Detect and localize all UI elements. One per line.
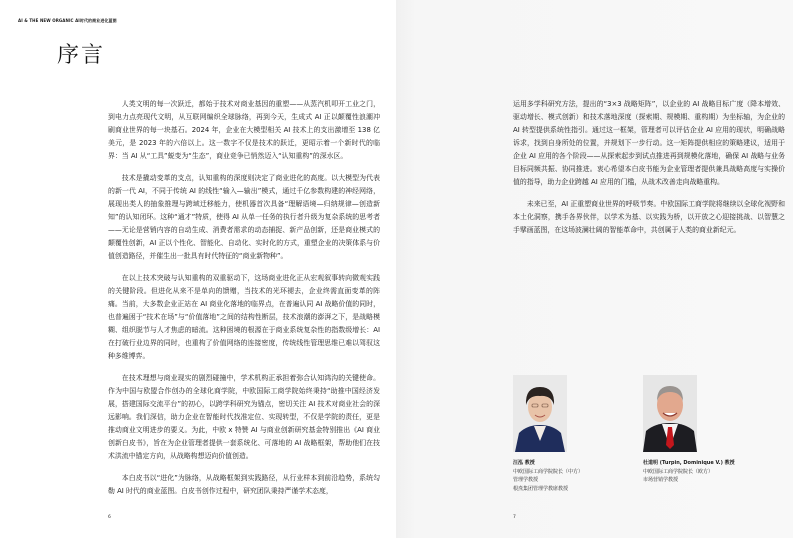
paragraph: 本白皮书以“进化”为脉络，从战略框架到实践路径，从行业样本到前沿趋势，系统勾勒 AI 时代的商业蓝图。白皮书创作过程中，研究团队秉持严谨学术态度，	[108, 474, 380, 495]
paragraph: 技术是撬动变革的支点，认知重构的深度则决定了商业进化的高度。以大模型为代表的新一代 AI，不同于传统 AI 的线性“输入—输出”模式，通过千亿参数构建的神经网络，展现出类人的抽象推理与跨域迁移能力，使机器首次具备“理解语境—归纳规律—创造新知”的认知闭环。这种“通才”特质，使得 AI 从单一任务的执行者升级为复杂系统的思考者——无论是营销内容的自动生成、消费者需求的动态捕捉、新产品创新，还是商业模式的颠覆性创新，AI 正以个性化、智能化、自动化、实时化的方式，重塑企业的决策体系与价值创造路径，并催生出一批具有时代特征的“商业新物种”。	[108, 174, 380, 260]
signatory-title: 中欧国际工商学院院长（欧方）	[643, 468, 714, 475]
page-number-left: 6	[108, 515, 111, 520]
paragraph: 在以上技术突破与认知重构的双重驱动下，这场商业进化正从宏观叙事转向微观实践的关键阶段。但进化从来不是单向的馈赠，当技术的光环褪去，企业终需直面变革的阵痛。当前，大多数企业正站在 AI 商业化落地的临界点，在普遍认同 AI 战略价值的同时，也普遍困于“技术在场”与“价值落地”之间的结构性断层，技术浪潮的澎湃之下，是战略模糊、组织脱节与人才焦虑的暗流。这种困境的根源在于商业系统复杂性的指数级增长：AI 在打破行业边界的同时，也重构了价值网络的连接密度，传统线性管理思维已难以驾驭这种多维博弈。	[108, 274, 380, 360]
page-number-right: 7	[513, 515, 516, 520]
running-head: AI & THE NEW ORGANIC AI时代的商业进化蓝图	[18, 18, 117, 23]
signatory-caption-2	[643, 459, 735, 485]
signatory-title: 中欧国际工商学院院长（中方）	[513, 468, 584, 475]
signatory-caption-1	[513, 459, 583, 493]
signatory-title: 根焘集团管理学教席教授	[513, 485, 569, 492]
signatory-title: 管理学教授	[513, 477, 539, 484]
signatory-name: 杜道明 (Turpin, Dominique V.) 教授	[643, 460, 735, 466]
page-title: 序言	[57, 43, 106, 68]
signatory-name: 汪泓 教授	[513, 460, 535, 466]
paragraph: 未来已至，AI 正重塑商业世界的呼吸节奏。中欧国际工商学院将继续以全球化视野和本土化洞察，携手各界伙伴，以学术为基、以实践为桥，以开放之心迎接挑战、以智慧之手擘画蓝图，在这场波澜壮阔的智能革命中，共创属于人类的商业新纪元。	[513, 200, 785, 234]
portrait-photo	[643, 375, 697, 452]
portrait-photo	[513, 375, 567, 452]
paragraph: 运用多学科研究方法，提出的“3×3 战略矩阵”，以企业的 AI 战略目标广度（降本增效、驱动增长、模式创新）和技术落地深度（探索期、规模期、重构期）为坐标轴，为企业的 AI 转型提供系统性指引。通过这一框架，管理者可以评估企业 AI 应用的现状，明确战略诉求，找到自身所处的位置，并规划下一步行动。这一矩阵提供相应的策略建议，适用于企业 AI 应用的各个阶段——从探索起步到试点推进再到规模化落地，确保 AI 战略与业务目标同频共振、协同推进。衷心希望本白皮书能为企业管理者提供兼具战略高度与实操价值的指导，助力企业跨越 AI 应用的门槛，从战术改善走向战略重构。	[513, 100, 785, 186]
right-page	[396, 0, 793, 538]
left-body-text	[108, 98, 380, 507]
signatory-title: 市场营销学教授	[643, 477, 679, 484]
portrait-dominique-turpin	[643, 375, 697, 452]
paragraph: 人类文明的每一次跃迁，都始于技术对商业基因的重塑——从蒸汽机叩开工业之门，到电力点亮现代文明，从互联网编织全球脉络，再到今天，生成式 AI 正以颠覆性浪潮冲刷商业世界的每一块基石。2024 年，企业在大模型相关 AI 技术上的支出激增至 138 亿美元，是 2023 年的六倍以上。这一数字不仅是技术的跃迁，更昭示着一个新时代的临界：当 AI 从“工具”蜕变为“生态”，商业竞争已悄然迈入“认知重构”的深水区。	[108, 100, 380, 160]
right-body-text	[513, 98, 785, 246]
left-page	[0, 0, 396, 538]
paragraph: 在技术理想与商业现实的剧烈碰撞中，学术机构正承担着弥合认知鸿沟的关键使命。作为中国与欧盟合作创办的全球化商学院，中欧国际工商学院始终秉持“助推中国经济发展，搭建国际交流平台”的初心，以跨学科研究为锚点，密切关注 AI 技术对商业社会的深远影响。我们深信，助力企业在智能时代找准定位、实现转型，不仅是学院的责任，更是推动商业文明进步的要义。为此，中欧 x 特赞 AI 与商业创新研究基金特别推出《AI 商业创新白皮书》，旨在为企业管理者提供一套系统化、可落地的 AI 战略框架，帮助他们在技术洪流中锚定方向，从战略构想迈向价值创造。	[108, 374, 380, 460]
portrait-wang-hong	[513, 375, 567, 452]
